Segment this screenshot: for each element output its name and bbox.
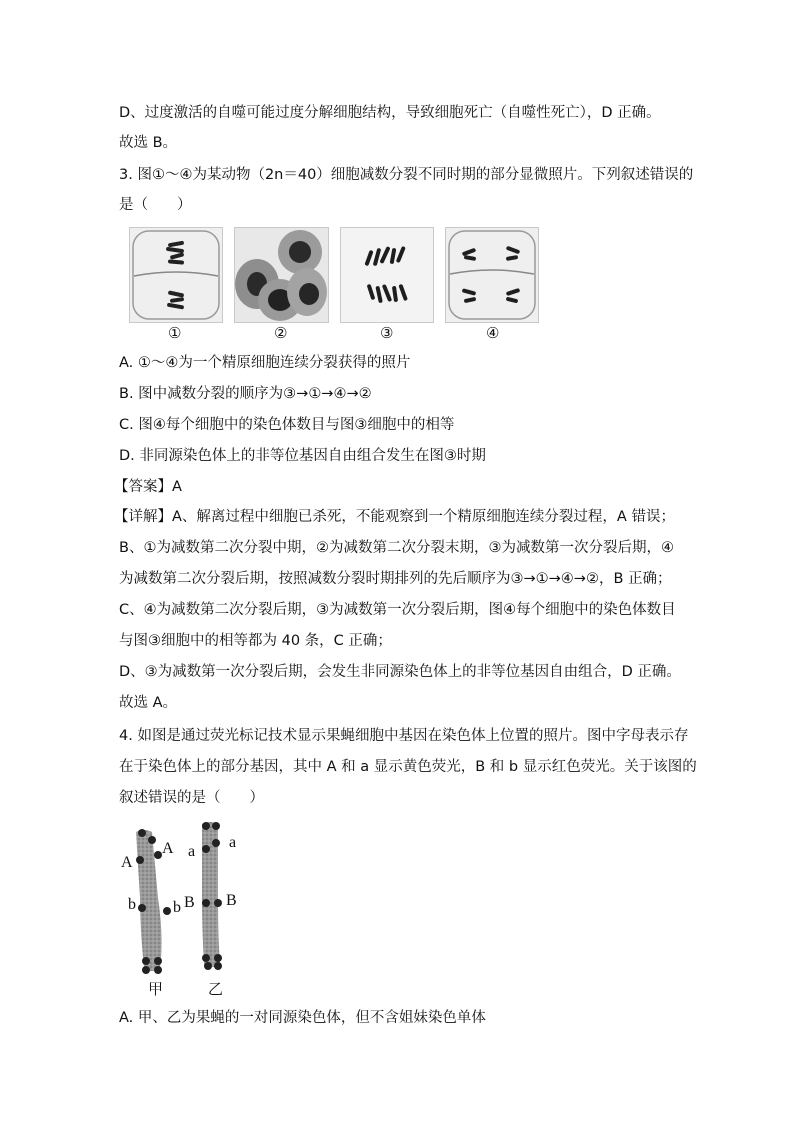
gene-dot [202, 822, 210, 830]
gene-dot [202, 954, 210, 962]
option-3a: A. ①～④为一个精原细胞连续分裂获得的照片 [119, 355, 411, 371]
gene-dot [154, 957, 162, 965]
option-4a: A. 甲、乙为果蝇的一对同源染色体，但不含姐妹染色单体 [119, 1010, 486, 1026]
gene-dot [142, 966, 150, 974]
gene-label-b-left: b [128, 896, 136, 913]
micrograph-label-2: ② [274, 324, 288, 342]
answer-3: 【答案】A [114, 479, 182, 495]
question-4-stem-2: 在于染色体上的部分基因，其中 A 和 a 显示黄色荧光，B 和 b 显示红色荧光。关于该图的 [119, 759, 697, 775]
chromosome-label-yi: 乙 [208, 980, 224, 998]
gene-label-B-left: B [184, 894, 195, 911]
text-line-2: 故选 B。 [119, 135, 178, 151]
gene-label-A-left: A [121, 854, 133, 871]
gene-dot [138, 829, 146, 837]
micrograph-2 [234, 227, 329, 323]
micrograph-3 [340, 227, 434, 323]
text-line-1: D、过度激活的自噬可能过度分解细胞结构，导致细胞死亡（自噬性死亡），D 正确。 [119, 105, 661, 121]
explanation-3-line-5: 与图③细胞中的相等都为 40 条，C 正确； [119, 633, 392, 649]
gene-dot [154, 966, 162, 974]
gene-label-b-right: b [173, 899, 181, 916]
chromosome-label-jia: 甲 [148, 980, 164, 998]
gene-dot [204, 962, 212, 970]
gene-dot [142, 957, 150, 965]
gene-dot [138, 904, 146, 912]
explanation-3-line-1: 【详解】A、解离过程中细胞已杀死，不能观察到一个精原细胞连续分裂过程，A 错误； [114, 509, 675, 525]
gene-dot [136, 856, 144, 864]
gene-dot [202, 845, 210, 853]
gene-dot [212, 822, 220, 830]
gene-dot [214, 954, 222, 962]
gene-dot [202, 899, 210, 907]
gene-dot [214, 962, 222, 970]
micrograph-label-4: ④ [486, 324, 500, 342]
micrograph-label-1: ① [168, 324, 182, 342]
question-3-stem-cont: 是（ ） [119, 197, 192, 213]
option-3c: C. 图④每个细胞中的染色体数目与图③细胞中的相等 [119, 417, 455, 433]
gene-dot [214, 899, 222, 907]
gene-dot [163, 907, 171, 915]
micrograph-1 [129, 227, 223, 323]
option-3d: D. 非同源染色体上的非等位基因自由组合发生在图③时期 [119, 448, 486, 464]
question-3-stem: 3. 图①～④为某动物（2n＝40）细胞减数分裂不同时期的部分显微照片。下列叙述错误的 [119, 167, 694, 183]
gene-label-a-left: a [188, 843, 196, 860]
option-3b: B. 图中减数分裂的顺序为③→①→④→② [119, 386, 372, 402]
gene-dot [154, 851, 162, 859]
explanation-3-line-7: 故选 A。 [119, 695, 178, 711]
gene-dot [148, 836, 156, 844]
explanation-3-line-6: D、③为减数第一次分裂后期，会发生非同源染色体上的非等位基因自由组合，D 正确。 [119, 664, 681, 680]
gene-label-B-right: B [226, 892, 237, 909]
explanation-3-line-2: B、①为减数第二次分裂中期，②为减数第二次分裂末期，③为减数第一次分裂后期，④ [119, 540, 674, 556]
gene-dot [212, 839, 220, 847]
question-4-stem-3: 叙述错误的是（ ） [119, 790, 264, 806]
micrograph-4 [445, 227, 539, 323]
gene-label-A-right: A [162, 840, 174, 857]
micrograph-label-3: ③ [380, 324, 394, 342]
question-4-stem-1: 4. 如图是通过荧光标记技术显示果蝇细胞中基因在染色体上位置的照片。图中字母表示存 [119, 728, 689, 744]
gene-label-a-right: a [229, 834, 237, 851]
explanation-3-line-3: 为减数第二次分裂后期，按照减数分裂时期排列的先后顺序为③→①→④→②，B 正确； [119, 571, 672, 587]
explanation-3-line-4: C、④为减数第二次分裂后期，③为减数第一次分裂后期，图④每个细胞中的染色体数目 [119, 602, 676, 618]
